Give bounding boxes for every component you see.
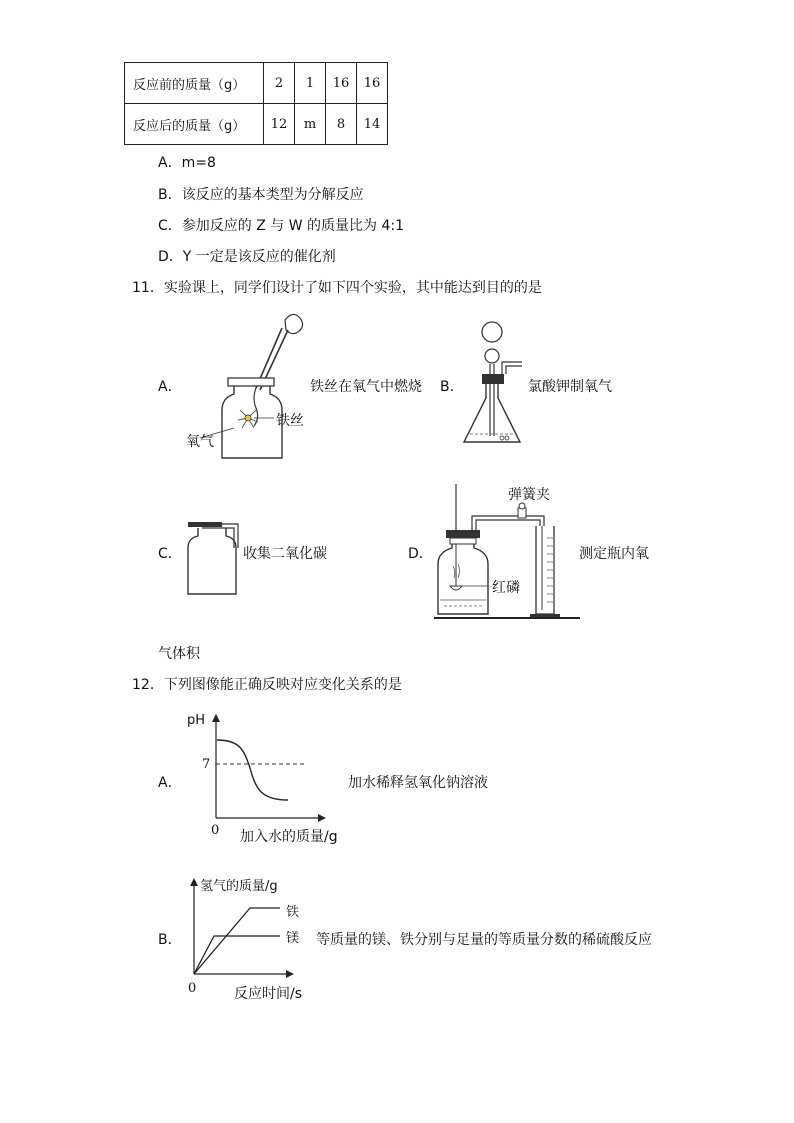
q11-d-letter: D． — [408, 546, 433, 562]
origin-label: 0 — [188, 981, 197, 996]
q10-option-b: B．该反应的基本类型为分解反应 — [158, 187, 364, 203]
table-cell: 14 — [357, 104, 388, 145]
q11-d-title: 测定瓶内氧 — [579, 546, 649, 562]
y-axis-label: 氢气的质量/g — [200, 879, 278, 894]
label-red-phosphorus: 红磷 — [492, 580, 520, 596]
q12-stem: 12．下列图像能正确反映对应变化关系的是 — [132, 677, 402, 693]
x-axis-label: 加入水的质量/g — [240, 829, 338, 845]
gas-collection-bottle-diagram — [184, 510, 244, 598]
x-axis-label: 反应时间/s — [234, 986, 303, 1002]
q10-option-d: D．Y 一定是该反应的催化剂 — [158, 249, 336, 265]
series-label-magnesium: 镁 — [286, 931, 300, 946]
label-iron-wire: 铁丝 — [276, 413, 304, 429]
q11-c-title: 收集二氧化碳 — [243, 546, 327, 562]
q10-option-c: C．参加反应的 Z 与 W 的质量比为 4:1 — [158, 218, 404, 234]
y-axis-label: pH — [187, 713, 206, 728]
q11-b-letter: B． — [440, 379, 464, 395]
table-row — [125, 104, 388, 145]
q11-a-title: 铁丝在氧气中燃烧 — [310, 379, 422, 395]
table-cell: 1 — [295, 63, 326, 104]
mass-table — [124, 62, 388, 145]
row-label: 反应前的质量（g） — [125, 63, 264, 104]
ph-dilution-chart — [187, 710, 350, 845]
oxygen-volume-apparatus-diagram — [432, 482, 582, 624]
table-cell: 8 — [326, 104, 357, 145]
q12-b-desc: 等质量的镁、铁分别与足量的等质量分数的稀硫酸反应 — [316, 932, 652, 948]
q11-d-title-cont: 气体积 — [158, 646, 200, 662]
table-cell: m — [295, 104, 326, 145]
table-cell: 16 — [357, 63, 388, 104]
q12-a-letter: A． — [158, 775, 182, 791]
q10-option-a: A．m=8 — [158, 155, 216, 171]
q11-a-letter: A． — [158, 379, 182, 395]
tick-label-7: 7 — [202, 757, 211, 772]
table-cell: 12 — [264, 104, 295, 145]
q11-b-title: 氯酸钾制氧气 — [528, 379, 612, 395]
label-spring-clip: 弹簧夹 — [508, 487, 550, 503]
series-line-magnesium — [194, 936, 280, 974]
q11-c-letter: C． — [158, 546, 182, 562]
q11-stem: 11．实验课上，同学们设计了如下四个实验，其中能达到目的的是 — [132, 280, 542, 296]
table-cell: 16 — [326, 63, 357, 104]
label-oxygen: 氧气 — [186, 434, 214, 450]
q12-b-letter: B． — [158, 932, 182, 948]
q12-a-desc: 加水稀释氢氧化钠溶液 — [348, 775, 488, 791]
series-label-iron: 铁 — [286, 905, 300, 920]
table-row — [125, 63, 388, 104]
row-label: 反应后的质量（g） — [125, 104, 264, 145]
origin-label: 0 — [211, 823, 220, 838]
table-cell: 2 — [264, 63, 295, 104]
series-line-iron — [194, 908, 280, 974]
